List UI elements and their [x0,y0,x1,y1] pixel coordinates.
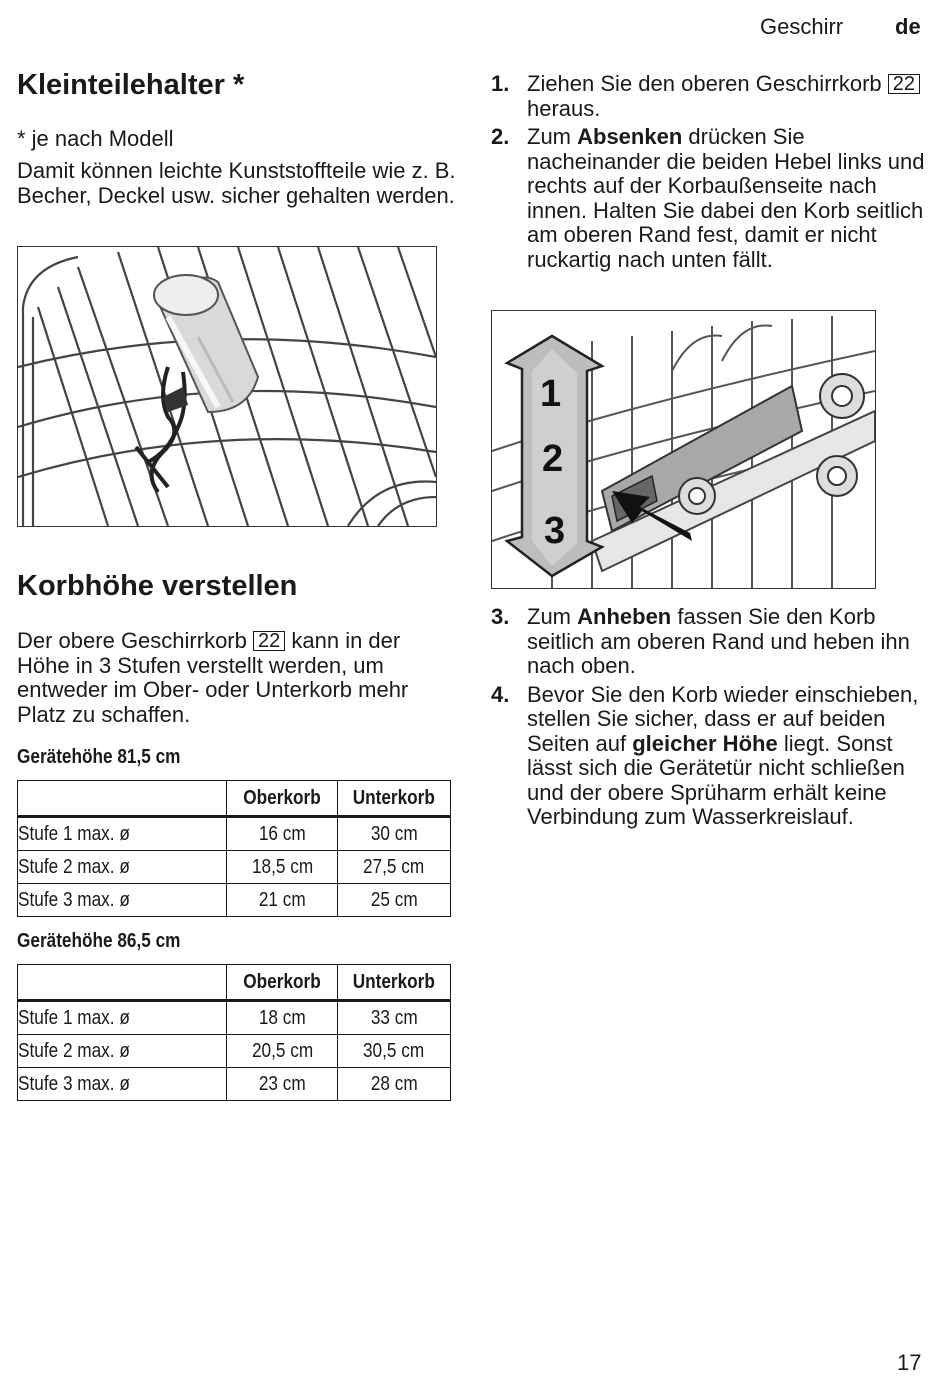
basket-reference-number: 22 [253,631,285,651]
table1-caption: Gerätehöhe 81,5 cm [17,746,181,768]
step-1 [491,72,931,121]
row-label: Stufe 1 max. ø [18,817,227,851]
intro-paragraph: Damit können leichte Kunststoffteile wie z. B. Becher, Deckel usw. sicher gehalten werden. [17,158,456,208]
unterkorb-value: 33 cm [338,1001,451,1035]
table-row [18,1001,451,1035]
header-language-code: de [895,14,921,39]
heading-kleinteilehalter: Kleinteilehalter * [17,69,245,101]
steps-list-top [491,72,931,276]
step-text: fassen Sie den Korb seitlich am oberen Rand und heben ihn nach oben. [527,604,910,678]
row-label: Stufe 3 max. ø [18,884,227,917]
oberkorb-value: 23 cm [227,1068,338,1101]
table-row [18,1035,451,1068]
step-text: heraus. [527,95,601,121]
small-parts-holder-illustration [17,246,437,527]
oberkorb-value: 21 cm [227,884,338,917]
table-row [18,1068,451,1101]
oberkorb-value: 18 cm [227,1001,338,1035]
basket-height-table-81 [17,780,451,917]
table2-caption: Gerätehöhe 86,5 cm [17,930,181,952]
step-text: liegt. Sonst lässt sich die Gerätetür nicht schließen und der obere Sprüharm erhält keine Verbindung zum Wasserkreislauf. [527,730,905,829]
height-text-start: Der obere Geschirrkorb [17,628,247,653]
table-header-row [18,965,451,1001]
header-section-title: Geschirr [760,14,844,39]
unterkorb-value: 30,5 cm [338,1035,451,1068]
page-number: 17 [897,1350,922,1375]
figure-label-3: 3 [544,510,566,552]
table-row [18,817,451,851]
row-label: Stufe 2 max. ø [18,851,227,884]
row-label: Stufe 2 max. ø [18,1035,227,1068]
basket-height-table-86 [17,964,451,1101]
oberkorb-value: 16 cm [227,817,338,851]
oberkorb-value: 18,5 cm [227,851,338,884]
unterkorb-value: 28 cm [338,1068,451,1101]
step-3 [491,605,931,679]
step-number: 1. [491,71,510,96]
row-label: Stufe 1 max. ø [18,1001,227,1035]
footnote-model: * je nach Modell [17,126,174,151]
unterkorb-value: 27,5 cm [338,851,451,884]
table-row [18,884,451,917]
heading-korbhoehe-verstellen: Korbhöhe verstellen [17,570,298,602]
step-text: Zum [527,124,571,149]
figure-label-2: 2 [542,438,564,480]
column-header-unterkorb: Unterkorb [338,781,451,817]
step-emphasis: Anheben [577,604,672,629]
column-header-oberkorb: Oberkorb [227,781,338,817]
basket-reference-number: 22 [888,74,920,94]
step-text: Ziehen Sie den oberen Geschirrkorb [527,71,882,96]
step-2 [491,125,931,272]
table-corner-cell [18,965,227,1001]
height-adjust-paragraph [17,629,457,727]
step-text: Zum [527,604,571,629]
figure-label-1: 1 [540,373,562,415]
column-header-oberkorb: Oberkorb [227,965,338,1001]
step-number: 4. [491,681,510,707]
step-number: 2. [491,124,510,149]
height-text-end: kann in der Höhe in 3 Stufen verstellt werden, um entweder im Ober- oder Unterkorb mehr Platz zu schaffen. [17,628,409,727]
table-corner-cell [18,781,227,817]
row-label: Stufe 3 max. ø [18,1068,227,1101]
step-emphasis: gleicher Höhe [632,730,778,756]
column-header-unterkorb: Unterkorb [338,965,451,1001]
unterkorb-value: 25 cm [338,884,451,917]
step-emphasis: Absenken [577,124,683,149]
table-header-row [18,781,451,817]
step-4 [491,683,931,830]
oberkorb-value: 20,5 cm [227,1035,338,1068]
step-text: drücken Sie nacheinander die beiden Hebel links und rechts auf der Korbaußenseite nach innen. Halten Sie dabei den Korb seitlich am oberen Rand fest, damit er nicht ruckartig nach unten fällt. [527,124,925,272]
basket-height-lever-illustration [491,310,876,589]
table-row [18,851,451,884]
step-text: Bevor Sie den Korb wieder einschieben, stellen Sie sicher, dass er auf beiden Seiten auf [527,681,919,756]
steps-list-bottom [491,605,931,834]
step-number: 3. [491,604,510,629]
unterkorb-value: 30 cm [338,817,451,851]
